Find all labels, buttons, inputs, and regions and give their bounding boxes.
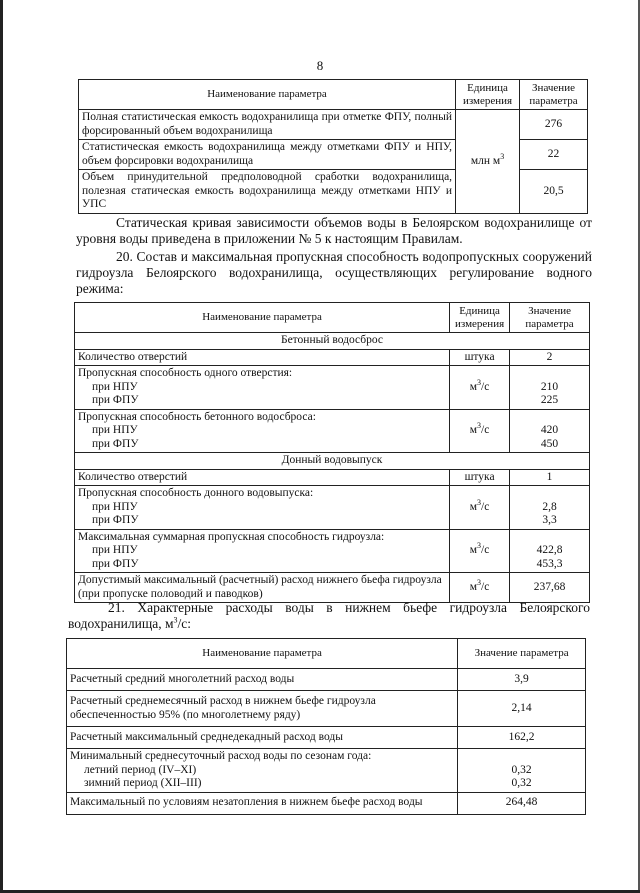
row-value: 276 [520,110,588,140]
row-unit: штука [450,469,510,486]
scan-edge-left [0,0,3,893]
table-row [79,110,588,140]
table-row [75,486,590,530]
paragraph-20: 20. Состав и максимальная пропускная способность водопропускных сооружений гидроузла Белоярского водохранилища, осуществляющих регулирование водного режима: [76,249,592,296]
header-param-name: Наименование параметра [75,303,450,333]
row-value: 2,8 3,3 [510,486,590,530]
row-name: Минимальный среднесуточный расход воды по сезонам года: летний период (IV–XI) зимний период (XII–III) [67,749,458,793]
downstream-discharge-table [66,638,586,815]
row-name: Пропускная способность одного отверстия: при НПУ при ФПУ [75,366,450,410]
table-row [67,691,586,727]
table-header-row [75,303,590,333]
row-value: 1 [510,469,590,486]
row-unit: $м^3/с$ [450,573,510,603]
row-name: Допустимый максимальный (расчетный) расход нижнего бьефа гидроузла (при пропуске половодий и паводков) [75,573,450,603]
spillway-capacity-table [74,302,590,603]
table-header-row [79,80,588,110]
row-unit: $м^3/с$ [450,486,510,530]
table-row [67,669,586,691]
header-param-name: Наименование параметра [79,80,456,110]
row-unit: $м^3/с$ [450,366,510,410]
row-name: Расчетный среднемесячный расход в нижнем бьефе гидроузла обеспеченностью 95% (по многолетнему ряду) [67,691,458,727]
row-name: Расчетный максимальный среднедекадный расход воды [67,727,458,749]
row-value: 422,8 453,3 [510,529,590,573]
table-header-row [67,639,586,669]
row-value: 22 [520,140,588,170]
row-value: 2,14 [458,691,586,727]
row-name: Расчетный средний многолетний расход воды [67,669,458,691]
row-name: Максимальная суммарная пропускная способность гидроузла: при НПУ при ФПУ [75,529,450,573]
row-unit: $м^3/с$ [450,529,510,573]
row-value: 3,9 [458,669,586,691]
reservoir-capacity-table [78,79,588,214]
row-value: 20,5 [520,170,588,214]
row-value: 162,2 [458,727,586,749]
paragraph-21: 21. Характерные расходы воды в нижнем бьефе гидроузла Белоярского водохранилища, $м^3/с$: [68,600,590,631]
table-row [75,573,590,603]
row-unit: $м^3/с$ [450,409,510,453]
page-number: 8 [316,58,324,73]
unit-cell: млн $м^3$ [456,110,520,214]
row-value: 237,68 [510,573,590,603]
header-unit: Единица измерения [456,80,520,110]
row-name: Пропускная способность донного водовыпуска: при НПУ при ФПУ [75,486,450,530]
header-value: Значение параметра [520,80,588,110]
table-row [67,749,586,793]
header-param-name: Наименование параметра [67,639,458,669]
section-row [75,453,590,470]
table-row [75,469,590,486]
row-unit: штука [450,349,510,366]
row-name: Количество отверстий [75,349,450,366]
section-title-bottom-outlet: Донный водовыпуск [75,453,590,470]
header-value: Значение параметра [510,303,590,333]
row-value: 420 450 [510,409,590,453]
row-name: Объем принудительной предполоводной сработки водохранилища, полезная статическая емкость водохранилища между отметками НПУ и УПС [79,170,456,214]
row-value: 0,32 0,32 [458,749,586,793]
row-name: Статистическая емкость водохранилища между отметками ФПУ и НПУ, объем форсировки водохранилища [79,140,456,170]
table-row [67,727,586,749]
section-row [75,333,590,350]
table-row [75,366,590,410]
section-title-concrete-spillway: Бетонный водосброс [75,333,590,350]
row-name: Максимальный по условиям незатопления в нижнем бьефе расход воды [67,792,458,814]
table-row [67,792,586,814]
table-row [75,409,590,453]
row-value: 2 [510,349,590,366]
row-name: Пропускная способность бетонного водосброса: при НПУ при ФПУ [75,409,450,453]
header-value: Значение параметра [458,639,586,669]
paragraph-static-curve: Статическая кривая зависимости объемов воды в Белоярском водохранилище от уровня воды приведена в приложении № 5 к настоящим Правилам. [76,215,592,246]
row-name: Полная статистическая емкость водохранилища при отметке ФПУ, полный форсированный объем водохранилища [79,110,456,140]
table-row [75,529,590,573]
header-unit: Единица измерения [450,303,510,333]
row-name: Количество отверстий [75,469,450,486]
table-row [75,349,590,366]
row-value: 264,48 [458,792,586,814]
row-value: 210 225 [510,366,590,410]
